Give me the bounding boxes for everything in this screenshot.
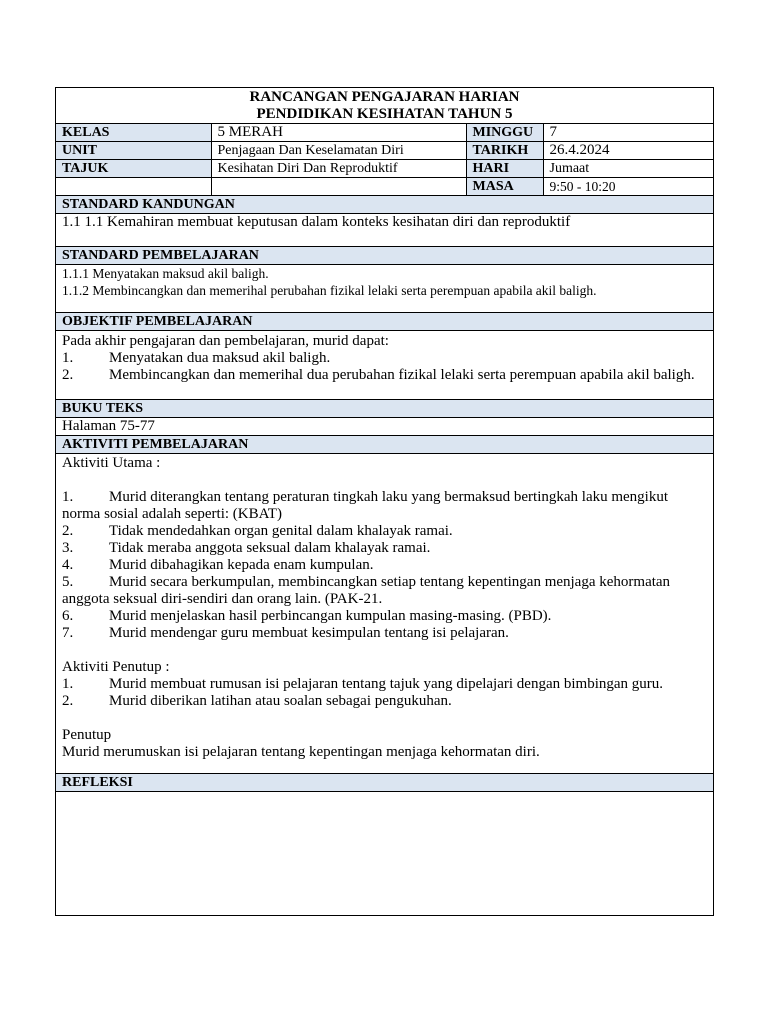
minggu-label: MINGGU — [466, 124, 543, 142]
empty-cell — [211, 178, 466, 196]
list-text: Tidak mendedahkan organ genital dalam khalayak ramai. — [109, 523, 453, 539]
standard-pembelajaran-item: 1.1.1 Menyatakan maksud akil baligh. — [62, 266, 269, 281]
refleksi-body — [56, 792, 713, 915]
list-number: 5. — [62, 574, 74, 590]
masa-label: MASA — [466, 178, 543, 196]
unit-value: Penjagaan Dan Keselamatan Diri — [211, 142, 466, 160]
list-text: Murid membuat rumusan isi pelajaran tentang tajuk yang dipelajari dengan bimbingan guru. — [109, 676, 664, 692]
list-text: Murid menjelaskan hasil perbincangan kumpulan masing-masing. (PBD). — [109, 608, 552, 624]
empty-cell — [56, 178, 211, 196]
list-text: Menyatakan dua maksud akil baligh. — [109, 350, 331, 366]
aktiviti-heading: AKTIVITI PEMBELAJARAN — [56, 436, 713, 454]
tajuk-label: TAJUK — [56, 160, 211, 178]
list-item — [62, 540, 707, 557]
list-text: Membincangkan dan memerihal dua perubahan fizikal lelaki serta perempuan apabila akil baligh. — [109, 367, 695, 383]
standard-pembelajaran-item: 1.1.2 Membincangkan dan memerihal perubahan fizikal lelaki serta perempuan apabila akil baligh. — [62, 283, 597, 298]
aktiviti-utama-list — [62, 489, 707, 642]
objektif-list — [62, 350, 707, 384]
buku-teks-heading: BUKU TEKS — [56, 400, 713, 418]
objektif-intro: Pada akhir pengajaran dan pembelajaran, murid dapat: — [62, 333, 389, 349]
list-text: Murid diberikan latihan atau soalan sebagai pengukuhan. — [109, 693, 452, 709]
info-table-row — [56, 124, 713, 196]
penutup-text: Murid merumuskan isi pelajaran tentang kepentingan menjaga kehormatan diri. — [62, 744, 540, 760]
aktiviti-penutup-title: Aktiviti Penutup : — [62, 659, 170, 675]
info-table — [56, 124, 713, 195]
list-item — [62, 625, 707, 642]
list-text: Murid dibahagikan kepada enam kumpulan. — [109, 557, 374, 573]
standard-kandungan-text: 1.1 1.1 Kemahiran membuat keputusan dalam konteks kesihatan diri dan reproduktif — [56, 214, 713, 247]
lesson-plan-document — [55, 87, 714, 916]
kelas-label: KELAS — [56, 124, 211, 142]
list-text: Tidak meraba anggota seksual dalam khalayak ramai. — [109, 540, 431, 556]
list-item — [62, 676, 707, 693]
hari-label: HARI — [466, 160, 543, 178]
list-item — [62, 367, 707, 384]
list-number: 3. — [62, 540, 74, 556]
title-line-1: RANCANGAN PENGAJARAN HARIAN — [249, 89, 520, 105]
aktiviti-utama-title: Aktiviti Utama : — [62, 455, 161, 471]
list-item — [62, 523, 707, 540]
list-item — [62, 608, 707, 625]
hari-value: Jumaat — [543, 160, 713, 178]
list-item — [62, 693, 707, 710]
minggu-value: 7 — [543, 124, 713, 142]
list-text: Murid secara berkumpulan, membincangkan setiap tentang kepentingan menjaga kehormatan anggota seksual diri-sendiri dan orang lain. (PAK-21. — [62, 574, 671, 607]
list-item — [62, 350, 707, 367]
list-number: 2. — [62, 367, 74, 383]
standard-kandungan-heading: STANDARD KANDUNGAN — [56, 196, 713, 214]
standard-pembelajaran-heading: STANDARD PEMBELAJARAN — [56, 247, 713, 265]
standard-pembelajaran-body — [56, 265, 713, 313]
list-number: 4. — [62, 557, 74, 573]
buku-teks-text: Halaman 75-77 — [56, 418, 713, 436]
title-line-2: PENDIDIKAN KESIHATAN TAHUN 5 — [256, 106, 513, 122]
document-title — [56, 88, 713, 124]
tajuk-value: Kesihatan Diri Dan Reproduktif — [211, 160, 466, 178]
penutup-title: Penutup — [62, 727, 112, 743]
aktiviti-penutup-list — [62, 676, 707, 710]
tarikh-value: 26.4.2024 — [543, 142, 713, 160]
unit-label: UNIT — [56, 142, 211, 160]
list-number: 2. — [62, 693, 74, 709]
kelas-value: 5 MERAH — [211, 124, 466, 142]
list-number: 6. — [62, 608, 74, 624]
list-item — [62, 557, 707, 574]
list-number: 7. — [62, 625, 74, 641]
list-item — [62, 489, 707, 523]
masa-value: 9:50 - 10:20 — [549, 179, 616, 194]
aktiviti-body — [56, 454, 713, 774]
list-text: Murid diterangkan tentang peraturan tingkah laku yang bermaksud bertingkah laku mengikut norma sosial adalah seperti: (KBAT) — [62, 489, 669, 522]
list-text: Murid mendengar guru membuat kesimpulan tentang isi pelajaran. — [109, 625, 509, 641]
objektif-body — [56, 331, 713, 400]
refleksi-heading: REFLEKSI — [56, 774, 713, 792]
list-number: 1. — [62, 676, 74, 692]
list-number: 2. — [62, 523, 74, 539]
list-number: 1. — [62, 350, 74, 366]
list-number: 1. — [62, 489, 74, 505]
list-item — [62, 574, 707, 608]
objektif-heading: OBJEKTIF PEMBELAJARAN — [56, 313, 713, 331]
tarikh-label: TARIKH — [466, 142, 543, 160]
